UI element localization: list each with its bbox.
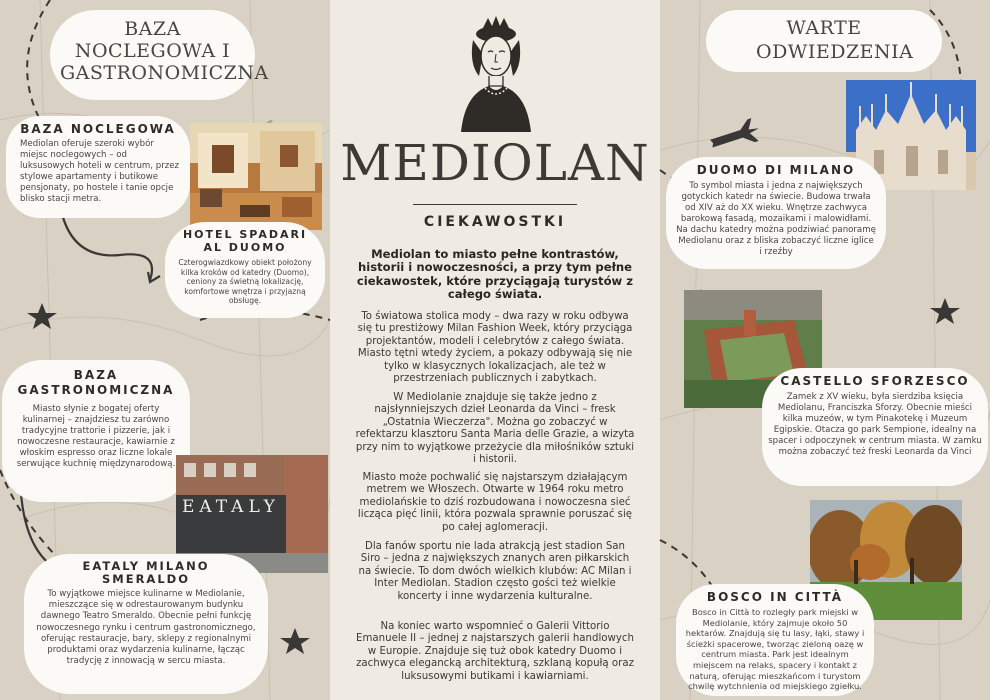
eataly-title: EATALY MILANO SMERALDO	[82, 559, 210, 586]
castello-card	[762, 368, 988, 486]
title-divider	[413, 204, 577, 205]
paragraph-san-siro: Dla fanów sportu nie lada atrakcją jest stadion San Siro – jedna z największych znanych aren piłkarskich na świecie. To dom dwóch wielkich klubów: AC Milan i Inter Mediolan. Stadion często gości też wielkie koncerty i inne wydarzenia kulturalne.	[358, 541, 632, 602]
subtitle: CIEKAWOSTKI	[423, 214, 567, 230]
left-header-title: BAZA NOCLEGOWA I GASTRONOMICZNA	[60, 18, 269, 84]
baza-noclegowa-text: Mediolan oferuje szeroki wybór miejsc noclegowych – od luksusowych hoteli w centrum, przez stylowe apartamenty i butikowe pensjonaty, po hostele i tanie opcje blisko stacji metra.	[20, 139, 180, 204]
right-header-bubble	[706, 10, 942, 72]
paragraph-metro: Miasto może pochwalić się najstarszym działającym metrem we Włoszech. Otwarte w 1964 roku metro mediolańskie to dziś rozbudowana i nowoczesna sieć licząca pięć linii, która pozwala sprawnie poruszać się po całej aglomeracji.	[357, 472, 633, 533]
hotel-text: Czterogwiazdkowy obiekt położony kilka kroków od katedry (Duomo), ceniony za świetną lokalizację, komfortowe wnętrza i przyjazną obsługę.	[178, 258, 312, 305]
duomo-card	[666, 157, 886, 269]
eataly-card	[24, 554, 268, 694]
intro-text: Mediolan to miasto pełne kontrastów, historii i nowoczesności, a przy tym pełne ciekawostek, które przyciągają turystów z całego świata.	[356, 247, 634, 302]
woman-portrait-icon	[455, 14, 537, 132]
hotel-title: HOTEL SPADARI AL DUOMO	[182, 228, 308, 254]
paragraph-leonardo: W Mediolanie znajduje się także jedno z najsłynniejszych dzieł Leonarda da Vinci – fresk „Ostatnia Wieczerza". Można go zobaczyć w refektarzu klasztoru Santa Maria delle Grazie, a wizyta przy nim to wyjątkowe przeżycie dla miłośników sztuki i historii.	[355, 392, 635, 466]
bosco-card	[676, 584, 874, 696]
eataly-text: To wyjątkowe miejsce kulinarne w Mediolanie, mieszczące się w odrestaurowanym budynku dawnego Teatro Smeraldo. Obecnie pełni funkcję nowoczesnego rynku i centrum gastronomicznego, oferując restauracje, bary, sklepy z regionalnymi produktami oraz wydarzenia kulinarne, łącząc tradycję z innowacją w sercu miasta.	[36, 589, 256, 667]
paragraph-galleria: Na koniec warto wspomnieć o Galerii Vittorio Emanuele II – jednej z najstarszych galerii handlowych w Europie. Znajduje się tuż obok katedry Duomo i zachwyca elegancką architekturą, szklaną kopułą oraz luksusowymi butikami i kawiarniami.	[356, 621, 634, 682]
hotel-card	[165, 222, 325, 318]
duomo-title: DUOMO DI MILANO	[696, 163, 856, 177]
bosco-title: BOSCO IN CITTÀ	[706, 590, 844, 604]
castello-text: Zamek z XV wieku, była sierdziba księcia Mediolanu, Franciszka Sforzy. Obecnie mieści kilka muzeów, w tym Pinakotekę i Muzeum Egipskie. Otacza go park Sempione, idealny na spacer i odpoczynek w centrum miasta. W zamku można zobaczyć też freski Leonarda da Vinci	[768, 392, 982, 457]
page-title: MEDIOLAN	[340, 134, 650, 192]
eataly-sign: EATALY	[182, 497, 280, 517]
baza-gastro-title: BAZA GASTRONOMICZNA	[17, 368, 175, 397]
paragraph-fashion: To światowa stolica mody – dwa razy w roku odbywa się tu prestiżowy Milan Fashion Week, który przyciąga projektantów, modeli i celebrytów z całego świata. Miasto tętni wtedy życiem, a pokazy odbywają się nie tylko w klasycznych lokalizacjach, ale też w przestrzeniach publicznych i zabytkach.	[357, 311, 633, 385]
bosco-text: Bosco in Città to rozległy park miejski w Mediolanie, który zajmuje około 50 hektarów. Znajdują się tu lasy, łąki, stawy i ścieżki spacerowe, tworząc zieloną oazę w centrum miasta. Park jest idealnym miejscem na relaks, spacery i kontakt z naturą, oferując mieszkańcom i turystom chwilę wytchnienia od miejskiego zgiełku.	[685, 607, 865, 692]
baza-gastro-text: Miasto słynie z bogatej oferty kulinarnej – znajdziesz tu zarówno tradycyjne trattorie i pizzerie, jak i nowoczesne restauracje, kawiarnie z włoskim espresso oraz liczne lokale serwujące kuchnię międzynarodową.	[16, 404, 176, 469]
right-header-title: WARTE ODWIEDZENIA	[756, 17, 914, 63]
baza-gastro-card	[2, 360, 190, 502]
baza-noclegowa-title: BAZA NOCLEGOWA	[20, 122, 176, 136]
left-header-bubble	[50, 10, 269, 100]
hotel-photo	[190, 123, 322, 230]
castello-title: CASTELLO SFORZESCO	[780, 374, 970, 388]
baza-noclegowa-card	[6, 116, 190, 218]
duomo-text: To symbol miasta i jedna z największych gotyckich katedr na świecie. Budowa trwała od XIV aż do XX wieku. Wnętrze zachwyca barokową fasadą, mozaikami i malowidłami. Na dachu katedry można podziwiać panoramę Mediolanu oraz z bliska zobaczyć liczne iglice i rzeźby	[676, 181, 876, 257]
